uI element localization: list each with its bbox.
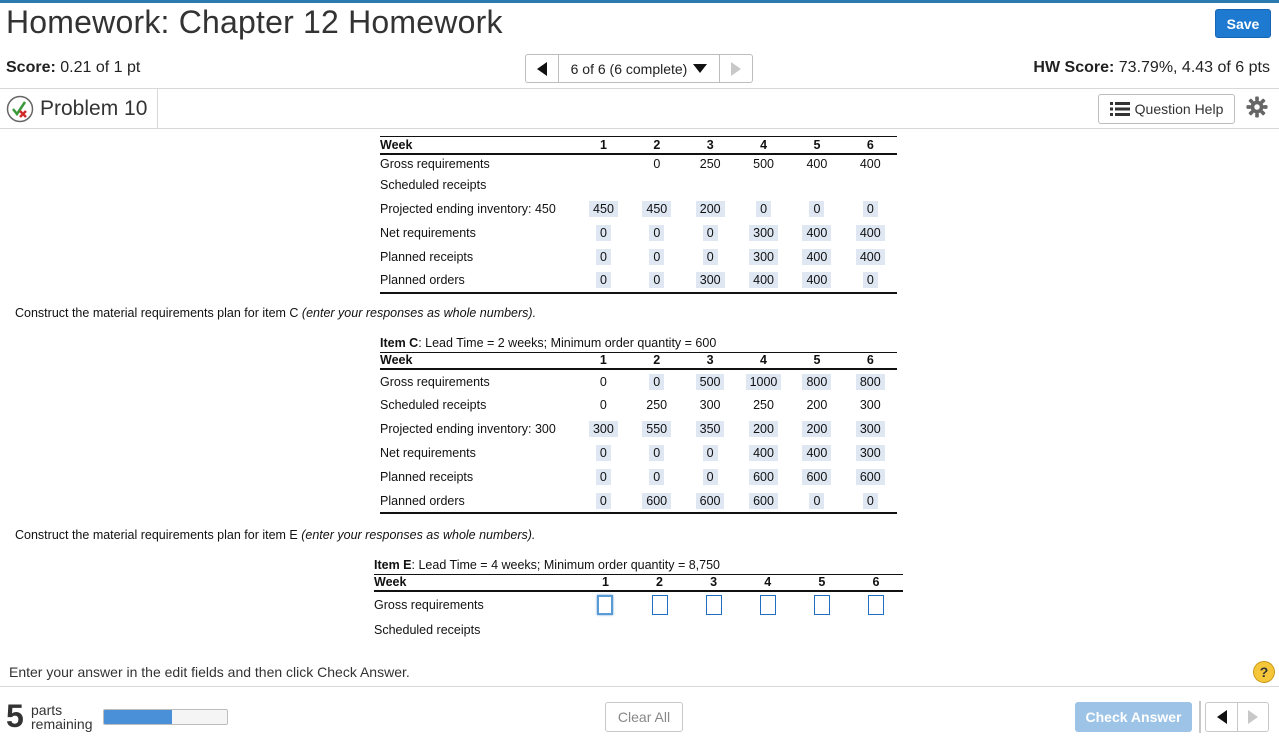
answer-cell	[844, 489, 897, 513]
parts-line-2: remaining	[31, 716, 93, 732]
item-e-desc: : Lead Time = 4 weeks; Minimum order quantity = 8,750	[411, 558, 721, 573]
table-row	[380, 393, 897, 417]
answer-cell	[790, 197, 843, 221]
answer-cell	[630, 269, 683, 293]
answer-cell	[683, 441, 736, 465]
value-cell: 500	[753, 156, 774, 171]
table-row	[380, 173, 897, 197]
answer-cell	[683, 465, 736, 489]
row-label: Planned receipts	[380, 249, 474, 264]
chevron-right-icon	[1248, 710, 1258, 724]
answer-cell	[844, 465, 897, 489]
answer-cell	[577, 269, 630, 293]
row-label: Net requirements	[380, 225, 476, 240]
week-number: 3	[684, 137, 737, 154]
input-cell	[741, 591, 795, 618]
week-number: 6	[849, 574, 903, 591]
answer-value: 550	[642, 421, 671, 437]
answer-value: 400	[856, 249, 885, 265]
hw-score-label: HW Score:	[1033, 59, 1115, 76]
answer-cell	[844, 245, 897, 269]
top-accent-bar	[0, 0, 1279, 3]
answer-cell	[630, 465, 683, 489]
answer-value: 0	[703, 249, 718, 265]
problem-content	[0, 129, 1279, 651]
answer-value: 350	[696, 421, 725, 437]
question-select-label: 6 of 6 (6 complete)	[570, 60, 688, 77]
answer-value: 400	[802, 272, 831, 288]
chevron-left-icon	[537, 62, 547, 76]
footer-nav-divider	[1199, 701, 1201, 733]
answer-cell	[737, 465, 791, 489]
footer-previous-button[interactable]	[1205, 702, 1237, 732]
hw-score-value: 73.79%, 4.43 of 6 pts	[1114, 59, 1270, 76]
answer-value: 600	[696, 493, 725, 509]
answer-cell	[684, 221, 737, 245]
answer-value: 0	[703, 445, 718, 461]
answer-cell	[577, 489, 630, 513]
empty-cell	[849, 618, 903, 642]
answer-cell	[737, 369, 791, 393]
hw-score	[1033, 59, 1270, 77]
table-row	[380, 221, 897, 245]
instruction-item-e	[15, 528, 535, 542]
table-row	[380, 369, 897, 393]
gross-req-input-week-5[interactable]	[814, 595, 830, 615]
clear-all-button[interactable]: Clear All	[605, 702, 683, 732]
row-label: Scheduled receipts	[374, 623, 481, 637]
mrp-table-e	[374, 557, 903, 642]
answer-value: 300	[589, 421, 618, 437]
answer-value: 0	[649, 249, 664, 265]
value-cell: 400	[806, 156, 828, 171]
empty-cell	[578, 618, 632, 642]
week-number: 3	[683, 352, 736, 369]
answer-cell	[844, 197, 897, 221]
table-row	[380, 441, 897, 465]
answer-value: 600	[749, 469, 778, 485]
answer-cell	[684, 245, 737, 269]
instruction-text: Construct the material requirements plan for item E	[15, 528, 302, 542]
list-icon	[1110, 102, 1130, 116]
answer-cell	[630, 489, 683, 513]
row-label: Scheduled receipts	[380, 177, 487, 192]
answer-cell	[790, 417, 843, 441]
answer-cell	[630, 245, 683, 269]
answer-value: 0	[649, 225, 664, 241]
table-c-title	[380, 335, 897, 352]
value-cell: 400	[859, 156, 881, 171]
answer-value: 500	[696, 374, 725, 390]
answer-cell	[790, 489, 843, 513]
help-icon[interactable]: ?	[1253, 661, 1275, 683]
answer-cell	[577, 221, 630, 245]
row-label: Planned orders	[380, 493, 465, 508]
answer-cell	[577, 441, 630, 465]
value-cell: 0	[653, 156, 661, 171]
table-e-title	[374, 557, 903, 574]
answer-value: 0	[596, 249, 611, 265]
footer-divider	[0, 686, 1279, 687]
save-button[interactable]: Save	[1215, 9, 1271, 38]
answer-cell	[737, 221, 790, 245]
empty-cell	[741, 618, 795, 642]
row-label: Gross requirements	[380, 156, 490, 171]
partial-credit-icon	[6, 95, 34, 123]
week-header: Week	[374, 574, 578, 591]
week-number: 5	[795, 574, 849, 591]
value-cell: 250	[753, 398, 774, 412]
answer-value: 0	[703, 469, 718, 485]
answer-cell	[684, 269, 737, 293]
week-number: 4	[737, 137, 790, 154]
value-cell	[577, 173, 630, 197]
gross-req-input-week-1[interactable]	[597, 595, 613, 615]
answer-cell	[683, 369, 736, 393]
answer-value: 0	[809, 201, 824, 217]
answer-value: 400	[802, 249, 831, 265]
table-c-header	[380, 352, 897, 369]
answer-value: 400	[749, 445, 778, 461]
score-value: 0.21 of 1 pt	[55, 59, 141, 76]
answer-value: 300	[696, 272, 725, 288]
answer-cell	[577, 465, 630, 489]
question-help-label: Question Help	[1134, 101, 1224, 117]
answer-cell	[790, 369, 843, 393]
value-cell: 300	[859, 398, 881, 412]
answer-value: 450	[589, 201, 618, 217]
week-number: 5	[790, 137, 843, 154]
instruction-text: Construct the material requirements plan for item C	[15, 306, 302, 320]
row-label: Gross requirements	[374, 598, 484, 612]
value-cell: 250	[699, 156, 721, 171]
value-cell: 200	[806, 398, 828, 412]
gross-req-input-week-3[interactable]	[706, 595, 722, 615]
week-number: 2	[632, 574, 686, 591]
empty-cell	[632, 618, 686, 642]
answer-cell	[630, 441, 683, 465]
value-cell	[790, 173, 843, 197]
answer-cell	[790, 465, 843, 489]
footer-next-button[interactable]	[1237, 702, 1269, 732]
value-cell: 300	[699, 398, 721, 412]
row-label: Scheduled receipts	[380, 398, 487, 412]
homework-title: Homework: Chapter 12 Homework	[6, 4, 503, 40]
week-number: 5	[790, 352, 843, 369]
mrp-table-c	[380, 335, 897, 514]
week-number: 1	[577, 352, 630, 369]
week-number: 6	[844, 352, 897, 369]
question-select[interactable]	[558, 54, 720, 83]
instruction-italic: (enter your responses as whole numbers).	[301, 528, 536, 542]
previous-question-button[interactable]	[525, 54, 558, 83]
answer-cell	[683, 417, 736, 441]
value-cell	[630, 173, 683, 197]
answer-value: 400	[856, 225, 885, 241]
answer-cell	[844, 369, 897, 393]
row-label: Planned orders	[380, 273, 465, 287]
empty-cell	[795, 618, 849, 642]
chevron-right-icon	[731, 62, 741, 76]
answer-value: 0	[649, 469, 664, 485]
gross-req-input-week-2[interactable]	[652, 595, 668, 615]
answer-value: 0	[649, 272, 664, 288]
answer-cell	[790, 221, 843, 245]
answer-value: 0	[596, 469, 611, 485]
answer-value: 600	[749, 493, 778, 509]
mrp-table-b	[380, 136, 897, 294]
answer-cell	[844, 221, 897, 245]
question-navigator	[525, 54, 753, 83]
value-cell	[577, 154, 630, 173]
input-cell	[795, 591, 849, 618]
answer-cell	[790, 441, 843, 465]
answer-value: 300	[749, 249, 778, 265]
answer-value: 0	[863, 272, 878, 288]
parts-line-1: parts	[31, 702, 63, 718]
answer-cell	[630, 369, 683, 393]
value-cell: 0	[599, 374, 607, 389]
input-cell	[849, 591, 903, 618]
value-cell: 0	[599, 398, 607, 412]
value-cell: 250	[646, 398, 668, 412]
answer-value: 0	[596, 225, 611, 241]
gear-icon[interactable]	[1246, 96, 1268, 118]
week-header: Week	[380, 352, 577, 369]
gross-req-input-week-4[interactable]	[760, 595, 776, 615]
answer-value: 300	[856, 445, 885, 461]
answer-value: 800	[802, 374, 831, 390]
week-number: 4	[741, 574, 795, 591]
answer-value: 0	[596, 272, 611, 288]
answer-value: 400	[802, 445, 831, 461]
answer-value: 400	[749, 272, 778, 288]
answer-cell	[684, 197, 737, 221]
instruction-italic: (enter your responses as whole numbers).	[301, 306, 537, 320]
chevron-left-icon	[1217, 710, 1227, 724]
input-cell	[578, 591, 632, 618]
answer-cell	[790, 269, 843, 293]
item-c-label: Item C	[380, 336, 419, 351]
score-label: Score:	[6, 59, 56, 76]
week-number: 3	[687, 574, 741, 591]
answer-value: 0	[596, 493, 611, 509]
check-answer-button[interactable]: Check Answer	[1075, 702, 1192, 732]
gross-req-input-week-6[interactable]	[868, 595, 884, 615]
week-number: 1	[578, 574, 632, 591]
week-number: 2	[630, 137, 683, 154]
problem-title: Problem 10	[40, 97, 148, 120]
answer-value: 1000	[746, 374, 782, 390]
value-cell	[684, 173, 737, 197]
answer-cell	[630, 417, 683, 441]
answer-cell	[577, 417, 630, 441]
answer-cell	[844, 269, 897, 293]
item-c-desc: : Lead Time = 2 weeks; Minimum order quantity = 600	[418, 336, 717, 351]
chevron-down-icon	[693, 64, 707, 73]
parts-remaining-label	[31, 703, 92, 731]
parts-remaining-count: 5	[6, 698, 24, 734]
answer-value: 0	[756, 201, 771, 217]
answer-value: 450	[642, 201, 671, 217]
item-e-caption	[374, 557, 903, 574]
row-label: Projected ending inventory: 300	[380, 422, 556, 436]
answer-value: 600	[642, 493, 671, 509]
week-number: 6	[844, 137, 897, 154]
value-cell	[737, 173, 790, 197]
answer-value: 800	[856, 374, 885, 390]
week-number: 4	[737, 352, 791, 369]
week-number: 1	[577, 137, 630, 154]
answer-value: 0	[863, 493, 878, 509]
answer-cell	[630, 197, 683, 221]
answer-value: 300	[856, 421, 885, 437]
answer-value: 300	[749, 225, 778, 241]
row-label: Gross requirements	[380, 374, 490, 389]
answer-value: 600	[802, 469, 831, 485]
answer-value: 0	[809, 493, 824, 509]
table-row	[374, 618, 903, 642]
answer-cell	[737, 245, 790, 269]
answer-value: 0	[703, 225, 718, 241]
answer-cell	[737, 197, 790, 221]
week-number: 2	[630, 352, 683, 369]
problem-header	[0, 89, 158, 129]
answer-value: 0	[596, 445, 611, 461]
answer-cell	[737, 441, 791, 465]
table-row	[380, 154, 897, 173]
row-label: Planned receipts	[380, 470, 474, 484]
parts-progress-bar	[103, 709, 228, 725]
answer-cell	[844, 417, 897, 441]
table-e-header	[374, 574, 903, 591]
table-b-header	[380, 137, 897, 154]
question-help-button[interactable]	[1098, 94, 1235, 124]
answer-cell	[577, 197, 630, 221]
answer-cell	[844, 441, 897, 465]
answer-cell	[737, 269, 790, 293]
empty-cell	[687, 618, 741, 642]
footer-question-nav	[1205, 702, 1269, 732]
item-e-label: Item E	[374, 558, 412, 573]
answer-value: 200	[802, 421, 831, 437]
table-row	[380, 269, 897, 293]
item-c-caption	[380, 335, 897, 352]
answer-value: 600	[856, 469, 885, 485]
row-label: Net requirements	[380, 446, 476, 460]
answer-value: 200	[749, 421, 778, 437]
answer-cell	[683, 489, 736, 513]
answer-cell	[737, 417, 791, 441]
answer-value: 0	[863, 201, 878, 217]
answer-cell	[790, 245, 843, 269]
answer-value: 200	[696, 201, 725, 217]
input-cell	[632, 591, 686, 618]
answer-cell	[577, 245, 630, 269]
answer-cell	[737, 489, 791, 513]
input-cell	[687, 591, 741, 618]
answer-cell	[630, 221, 683, 245]
table-row	[380, 417, 897, 441]
score	[6, 59, 140, 77]
week-header: Week	[380, 137, 577, 154]
answer-value: 0	[649, 374, 664, 390]
answer-value: 400	[802, 225, 831, 241]
answer-value: 0	[649, 445, 664, 461]
table-row	[380, 197, 897, 221]
row-label: Projected ending inventory: 450	[380, 201, 556, 216]
problem-bar	[0, 88, 1279, 129]
table-row	[380, 489, 897, 513]
next-question-button[interactable]	[720, 54, 753, 83]
progress-fill	[104, 710, 172, 724]
table-row	[380, 245, 897, 269]
table-row	[380, 465, 897, 489]
footer-instruction: Enter your answer in the edit fields and then click Check Answer.	[9, 664, 410, 680]
table-row	[374, 591, 903, 618]
value-cell	[844, 173, 897, 197]
instruction-item-c	[15, 306, 536, 320]
